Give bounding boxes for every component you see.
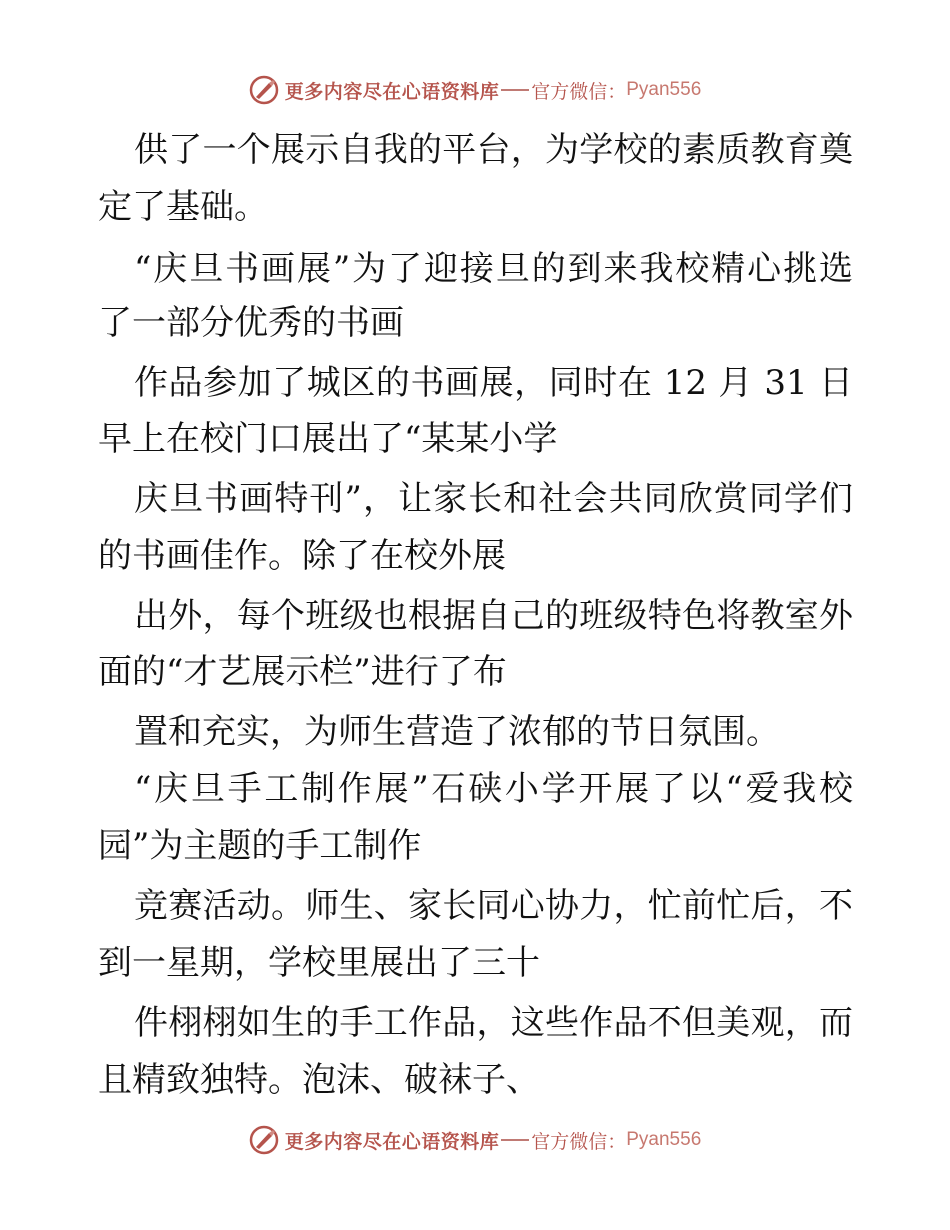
header-label: 官方微信：	[531, 80, 627, 103]
body-line: 作品参加了城区的书画展，同时在 12 月 31 日	[134, 363, 853, 403]
body-line: 的书画佳作。除了在校外展	[98, 536, 506, 576]
footer-brand: 更多内容尽在心语资料库	[284, 1130, 500, 1153]
body-line: 竞赛活动。师生、家长同心协力，忙前忙后，不	[134, 886, 853, 926]
body-line: 定了基础。	[98, 187, 268, 227]
footer-account: Pyan556	[626, 1129, 702, 1150]
body-line: “庆旦书画展”为了迎接旦的到来我校精心挑选	[134, 249, 853, 289]
header-dash	[501, 89, 529, 91]
body-line: 园”为主题的手工制作	[98, 826, 422, 866]
body-line: 置和充实，为师生营造了浓郁的节日氛围。	[134, 712, 780, 752]
header-watermark	[0, 70, 950, 110]
header-account: Pyan556	[626, 79, 702, 100]
body-line: 供了一个展示自我的平台，为学校的素质教育奠	[134, 130, 853, 170]
body-line: 且精致独特。泡沫、破袜子、	[98, 1060, 540, 1100]
body-line: 到一星期，学校里展出了三十	[98, 943, 540, 983]
footer-label: 官方微信：	[531, 1130, 627, 1153]
body-line: 庆旦书画特刊”，让家长和社会共同欣赏同学们	[134, 479, 853, 519]
pen-logo-icon	[249, 75, 279, 105]
body-line: 了一部分优秀的书画	[98, 303, 404, 343]
footer-dash	[501, 1139, 529, 1141]
pen-logo-icon	[249, 1125, 279, 1155]
body-line: 早上在校门口展出了“某某小学	[98, 419, 558, 459]
header-brand: 更多内容尽在心语资料库	[284, 80, 500, 103]
body-line: 件栩栩如生的手工作品，这些作品不但美观，而	[134, 1003, 853, 1043]
body-line: “庆旦手工制作展”石硖小学开展了以“爱我校	[134, 769, 853, 809]
body-line: 出外，每个班级也根据自己的班级特色将教室外	[134, 596, 853, 636]
body-line: 面的“才艺展示栏”进行了布	[98, 652, 507, 692]
footer-watermark	[0, 1120, 950, 1160]
